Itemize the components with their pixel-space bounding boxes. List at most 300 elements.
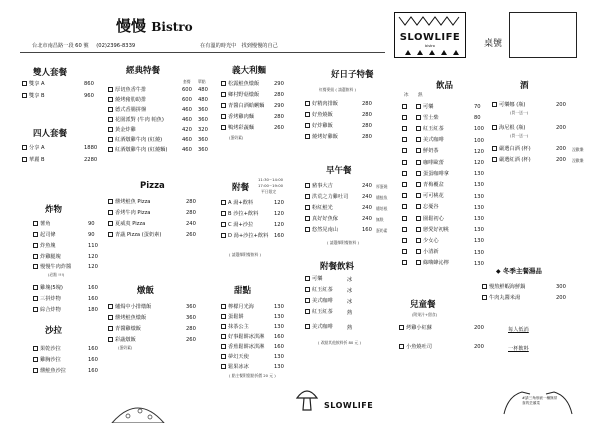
order-checkbox[interactable] — [108, 117, 113, 122]
list-item[interactable] — [482, 293, 520, 301]
item-price: 200 — [474, 344, 484, 350]
list-item[interactable] — [221, 362, 249, 370]
ice-checkbox[interactable] — [402, 260, 407, 265]
order-checkbox[interactable] — [108, 326, 113, 331]
item-name: 戀愛好初桃 — [423, 226, 449, 233]
ice-checkbox[interactable] — [402, 126, 407, 131]
item-name: 豬事大吉 — [312, 182, 333, 189]
list-item[interactable] — [402, 147, 439, 155]
list-item[interactable] — [492, 100, 525, 108]
order-checkbox[interactable] — [108, 87, 113, 92]
list-item[interactable] — [108, 324, 141, 332]
order-checkbox[interactable] — [399, 325, 404, 330]
order-checkbox[interactable] — [305, 205, 310, 210]
fried-note: (必點 !!!) — [48, 272, 65, 277]
order-checkbox[interactable] — [492, 146, 497, 151]
list-item[interactable] — [108, 85, 146, 93]
section-title-winter — [496, 266, 542, 275]
title-en: Bistro — [151, 20, 193, 34]
combo-drinks-note: ( 改點其他飲料折 80 元 ) — [318, 340, 361, 345]
item-note: 沒歡樂 — [572, 158, 584, 163]
list-item[interactable] — [33, 219, 50, 227]
item-price: 290 — [274, 81, 284, 87]
hot-checkbox[interactable] — [416, 148, 421, 153]
item-price: 130 — [474, 227, 484, 234]
order-checkbox[interactable] — [108, 221, 113, 226]
order-checkbox[interactable] — [108, 199, 113, 204]
list-item[interactable] — [402, 236, 439, 244]
item-price: 120 — [274, 211, 284, 217]
order-checkbox[interactable] — [305, 298, 310, 303]
item-name: 小魚燒吐司 — [406, 343, 432, 350]
brunch-note: ( 請選擇附餐飲料 ) — [327, 240, 359, 245]
list-item[interactable] — [402, 158, 444, 166]
good-day-subtitle: 紅餐麥級 ( 請選飲料 ) — [319, 87, 356, 92]
hot-checkbox[interactable] — [416, 137, 421, 142]
section-title-fried: 炸物 — [45, 205, 63, 215]
item-price: 90 — [88, 221, 95, 227]
list-item[interactable] — [221, 342, 264, 350]
item-price: 130 — [474, 238, 484, 245]
section-title-dessert: 甜點 — [234, 286, 252, 296]
list-item[interactable] — [108, 208, 150, 216]
order-checkbox[interactable] — [33, 254, 38, 259]
list-item[interactable] — [33, 230, 56, 238]
order-checkbox[interactable] — [221, 334, 226, 339]
list-item[interactable] — [492, 155, 531, 163]
item-price: 280 — [186, 326, 196, 332]
list-item[interactable] — [221, 302, 254, 310]
hot-checkbox[interactable] — [416, 249, 421, 254]
item-price-set: 460 — [182, 107, 192, 113]
list-item[interactable] — [402, 192, 444, 200]
list-item[interactable] — [402, 169, 449, 177]
order-checkbox[interactable] — [305, 276, 310, 281]
hot-checkbox[interactable] — [416, 182, 421, 187]
item-name: C 湯+沙拉 — [228, 221, 254, 228]
list-item[interactable] — [221, 209, 258, 217]
item-price: 100 — [474, 126, 484, 133]
item-price: 130 — [274, 354, 284, 360]
list-item[interactable] — [221, 352, 249, 360]
list-item[interactable] — [221, 198, 253, 206]
order-checkbox[interactable] — [22, 145, 27, 150]
logo-text: SLOWLIFE — [399, 32, 461, 43]
ice-checkbox[interactable] — [402, 160, 407, 165]
order-checkbox[interactable] — [492, 125, 497, 130]
list-item[interactable] — [221, 220, 253, 228]
list-item[interactable] — [305, 121, 333, 129]
list-item[interactable] — [402, 102, 433, 110]
risotto-note: (蛋奶素) — [118, 345, 133, 350]
list-item[interactable] — [492, 144, 531, 152]
item-price: 130 — [474, 260, 484, 267]
order-checkbox[interactable] — [33, 307, 38, 312]
item-name: 慢熬鮮蝦海鮮鍋 — [489, 283, 526, 290]
list-item[interactable] — [402, 225, 449, 233]
item-name: 薯角 — [40, 220, 51, 227]
order-checkbox[interactable] — [492, 157, 497, 162]
item-name: 好精肉排飯 — [312, 100, 338, 107]
item-price: 90 — [88, 232, 95, 238]
list-item[interactable] — [33, 305, 61, 313]
footer-logo: SLOWLIFE — [324, 401, 374, 410]
item-name: 松露鮭魚燉飯 — [228, 80, 260, 87]
item-name: 園鬆初心 — [423, 215, 444, 222]
ice-checkbox[interactable] — [402, 216, 407, 221]
item-name: 牛肉丸醬米湯 — [489, 294, 521, 301]
list-item[interactable] — [399, 323, 432, 331]
item-name: 美式咖啡 — [423, 137, 444, 144]
header-rule — [20, 52, 385, 53]
item-name: 好炸雞飯 — [312, 122, 333, 129]
list-item[interactable] — [221, 312, 244, 320]
item-name: 燒烤好雞飯 — [312, 133, 338, 140]
section-title-pizza: Pizza — [140, 181, 165, 191]
order-checkbox[interactable] — [33, 221, 38, 226]
hot-checkbox[interactable] — [416, 227, 421, 232]
list-item[interactable] — [221, 79, 259, 87]
list-item[interactable] — [22, 143, 45, 151]
list-item[interactable] — [402, 214, 444, 222]
item-price: 200 — [474, 325, 484, 331]
winter-star-icon: ◆ — [496, 268, 501, 275]
order-checkbox[interactable] — [33, 368, 38, 373]
item-name: 燻烤鮭魚 Pizza — [115, 198, 151, 205]
list-item[interactable] — [108, 302, 151, 310]
item-name: 起司條 — [40, 231, 56, 238]
list-item[interactable] — [305, 214, 338, 222]
order-checkbox[interactable] — [221, 92, 226, 97]
order-checkbox[interactable] — [221, 211, 226, 216]
item-name: 雞塊(5塊) — [40, 284, 63, 291]
item-price: 130 — [474, 204, 484, 211]
order-checkbox[interactable] — [482, 295, 487, 300]
order-checkbox[interactable] — [221, 354, 226, 359]
item-price: 200 — [556, 146, 566, 152]
list-item[interactable] — [108, 135, 162, 143]
item-name: 燻烤鮭魚燉飯 — [115, 314, 147, 321]
order-checkbox[interactable] — [492, 102, 497, 107]
order-checkbox[interactable] — [305, 134, 310, 139]
list-item[interactable] — [33, 241, 56, 249]
winter-extra-1: 每人低消 — [508, 327, 529, 333]
section-title-quad-set: 四人套餐 — [33, 129, 68, 139]
dessert-note: ( 點主餐附甜點折價 20 元 ) — [229, 373, 276, 378]
order-checkbox[interactable] — [108, 107, 113, 112]
item-price: 120 — [474, 160, 484, 166]
item-note: 燻培根 — [376, 206, 388, 211]
list-item[interactable] — [22, 155, 45, 163]
order-checkbox[interactable] — [221, 125, 226, 130]
order-checkbox[interactable] — [305, 194, 310, 199]
order-checkbox[interactable] — [108, 210, 113, 215]
section-title-brunch: 早午餐 — [326, 166, 352, 176]
list-item[interactable] — [108, 335, 136, 343]
item-price: 130 — [274, 304, 284, 310]
list-item[interactable] — [402, 248, 439, 256]
hot-checkbox[interactable] — [416, 126, 421, 131]
list-item[interactable] — [33, 355, 61, 363]
order-checkbox[interactable] — [33, 285, 38, 290]
combo-time1: 11:30~14:00 — [258, 177, 284, 182]
ice-checkbox[interactable] — [402, 137, 407, 142]
item-price: 240 — [362, 194, 372, 200]
list-item[interactable] — [108, 105, 146, 113]
list-item[interactable] — [33, 294, 61, 302]
order-checkbox[interactable] — [305, 123, 310, 128]
order-checkbox[interactable] — [33, 357, 38, 362]
order-checkbox[interactable] — [33, 232, 38, 237]
order-checkbox[interactable] — [305, 227, 310, 232]
order-checkbox[interactable] — [22, 157, 27, 162]
section-title-kids: 兒童餐 — [410, 300, 436, 310]
item-price: 240 — [362, 216, 372, 222]
order-checkbox[interactable] — [221, 314, 226, 319]
list-item[interactable] — [22, 91, 45, 99]
item-name: 可樂娜 (瓶) — [499, 101, 526, 108]
hot-checkbox[interactable] — [416, 193, 421, 198]
ice-checkbox[interactable] — [402, 227, 407, 232]
order-checkbox[interactable] — [108, 147, 113, 152]
item-name: 夢幻天使 — [228, 353, 249, 360]
list-item[interactable] — [305, 192, 348, 200]
item-price-set: 460 — [182, 137, 192, 143]
item-name: 青梅覆盆 — [423, 181, 444, 188]
list-item[interactable] — [305, 181, 333, 189]
item-name: 分享 A — [29, 144, 45, 151]
combo-time2: 17:00~19:00 — [258, 183, 284, 188]
item-name: 悠然晃南山 — [312, 226, 338, 233]
item-name: 三拼炸物 — [40, 295, 61, 302]
order-checkbox[interactable] — [482, 284, 487, 289]
item-price: 240 — [362, 183, 372, 189]
address — [32, 44, 135, 49]
list-item[interactable] — [399, 342, 432, 350]
list-item[interactable] — [305, 274, 322, 282]
hot-checkbox[interactable] — [416, 260, 421, 265]
order-checkbox[interactable] — [221, 81, 226, 86]
order-checkbox[interactable] — [221, 304, 226, 309]
item-note: (買一送一) — [510, 110, 529, 115]
order-checkbox[interactable] — [108, 232, 113, 237]
list-item[interactable] — [33, 283, 63, 291]
list-item[interactable] — [402, 259, 449, 267]
item-name: 蛋鬆餅 — [228, 313, 244, 320]
item-name: 烤雞小紅蘇 — [406, 324, 432, 331]
list-item[interactable] — [108, 145, 167, 153]
list-item[interactable] — [221, 322, 249, 330]
ice-checkbox[interactable] — [402, 249, 407, 254]
item-price: 130 — [474, 182, 484, 189]
list-item[interactable] — [33, 344, 61, 352]
list-item[interactable] — [108, 197, 150, 205]
list-item[interactable] — [22, 79, 45, 87]
list-item[interactable] — [305, 322, 333, 330]
list-item[interactable] — [492, 123, 525, 131]
order-checkbox[interactable] — [221, 344, 226, 349]
item-price: 120 — [274, 200, 284, 206]
list-item[interactable] — [108, 219, 145, 227]
hot-checkbox[interactable] — [416, 238, 421, 243]
item-name: 燻鮭魚沙拉 — [40, 367, 66, 374]
list-item[interactable] — [402, 124, 444, 132]
item-name: 好魚燒飯 — [312, 111, 333, 118]
list-item[interactable] — [221, 123, 254, 131]
table-number-box[interactable] — [509, 12, 577, 58]
item-price: 360 — [186, 304, 196, 310]
order-checkbox[interactable] — [33, 296, 38, 301]
item-price-single: 320 — [198, 127, 208, 133]
list-item[interactable] — [305, 132, 338, 140]
ice-checkbox[interactable] — [402, 115, 407, 120]
ice-checkbox[interactable] — [402, 182, 407, 187]
order-checkbox[interactable] — [221, 364, 226, 369]
ice-checkbox[interactable] — [402, 104, 407, 109]
pizza-illustration-icon — [110, 399, 166, 423]
list-item[interactable] — [402, 113, 439, 121]
section-title-alcohol: 酒 — [520, 81, 529, 91]
order-checkbox[interactable] — [33, 264, 38, 269]
list-item[interactable] — [482, 282, 525, 290]
list-item[interactable] — [305, 225, 338, 233]
logo-triangles-icon — [395, 48, 465, 56]
list-item[interactable] — [305, 285, 333, 293]
item-name: B 沙拉+飲料 — [228, 210, 259, 217]
list-item[interactable] — [305, 99, 338, 107]
list-item[interactable] — [221, 332, 264, 340]
hot-checkbox[interactable] — [416, 115, 421, 120]
list-item[interactable] — [108, 115, 164, 123]
list-item[interactable] — [221, 231, 268, 239]
ice-checkbox[interactable] — [402, 204, 407, 209]
hot-checkbox[interactable] — [416, 104, 421, 109]
order-checkbox[interactable] — [22, 93, 27, 98]
section-title-good-day: 好日子特餐 — [331, 70, 374, 80]
list-item[interactable] — [221, 90, 259, 98]
order-checkbox[interactable] — [221, 222, 226, 227]
item-price: 240 — [186, 221, 196, 227]
item-price: 280 — [274, 92, 284, 98]
section-title-drinks: 飲品 — [436, 81, 454, 91]
item-note: (買一送一) — [510, 133, 529, 138]
item-price: 100 — [474, 137, 484, 144]
item-name: 夏威夷 Pizza — [115, 220, 146, 227]
order-checkbox[interactable] — [33, 243, 38, 248]
order-checkbox[interactable] — [221, 233, 226, 238]
item-name: 華麗 B — [29, 156, 45, 163]
order-checkbox[interactable] — [305, 287, 310, 292]
list-item[interactable] — [108, 230, 161, 238]
item-price-single: 360 — [198, 137, 208, 143]
list-item[interactable] — [402, 136, 444, 144]
item-name: 少女心 — [423, 237, 439, 244]
classic-col-set: 套餐 — [183, 79, 191, 84]
order-checkbox[interactable] — [108, 127, 113, 132]
order-checkbox[interactable] — [305, 183, 310, 188]
list-item[interactable] — [305, 203, 333, 211]
item-price: 130 — [274, 364, 284, 370]
item-price-single: 480 — [198, 97, 208, 103]
list-item[interactable] — [108, 125, 136, 133]
item-name: 青醬雞燉飯 — [115, 325, 141, 332]
hot-checkbox[interactable] — [416, 160, 421, 165]
item-tag: 冰 — [347, 288, 353, 294]
item-note: 蛋奶素 — [376, 228, 388, 233]
hot-checkbox[interactable] — [416, 216, 421, 221]
list-item[interactable] — [108, 313, 146, 321]
section-title-salad: 沙拉 — [45, 326, 63, 336]
list-item[interactable] — [33, 252, 61, 260]
ice-checkbox[interactable] — [402, 238, 407, 243]
ice-checkbox[interactable] — [402, 193, 407, 198]
order-checkbox[interactable] — [108, 337, 113, 342]
combo-time-note: 平日限定 — [261, 189, 277, 194]
item-price: 960 — [84, 93, 94, 99]
order-checkbox[interactable] — [108, 315, 113, 320]
item-price: 160 — [88, 285, 98, 291]
item-price: 280 — [362, 123, 372, 129]
order-checkbox[interactable] — [221, 103, 226, 108]
item-name: 果乾沙拉 — [40, 345, 61, 352]
item-name: 爐焗中小排燉飯 — [115, 303, 152, 310]
order-checkbox[interactable] — [108, 137, 113, 142]
kids-subtitle: (附果汁+甜食) — [412, 312, 438, 317]
list-item[interactable] — [221, 112, 254, 120]
item-price: 130 — [474, 249, 484, 256]
order-checkbox[interactable] — [221, 324, 226, 329]
ice-checkbox[interactable] — [402, 171, 407, 176]
order-checkbox[interactable] — [22, 81, 27, 86]
hot-checkbox[interactable] — [416, 204, 421, 209]
list-item[interactable] — [305, 296, 333, 304]
list-item[interactable] — [221, 101, 264, 109]
order-checkbox[interactable] — [305, 112, 310, 117]
list-item[interactable] — [305, 110, 333, 118]
list-item[interactable] — [108, 95, 146, 103]
list-item[interactable] — [402, 203, 439, 211]
item-price: 160 — [274, 334, 284, 340]
order-checkbox[interactable] — [305, 324, 310, 329]
list-item[interactable] — [402, 180, 444, 188]
section-title-combo-drinks: 附餐飲料 — [320, 262, 355, 272]
ice-checkbox[interactable] — [402, 148, 407, 153]
order-checkbox[interactable] — [33, 346, 38, 351]
order-checkbox[interactable] — [221, 114, 226, 119]
order-checkbox[interactable] — [221, 200, 226, 205]
order-checkbox[interactable] — [305, 216, 310, 221]
item-name: 德式香腸拼盤 — [115, 106, 147, 113]
order-checkbox[interactable] — [305, 101, 310, 106]
item-name: 紅酒燉雞牛肉 (紅燒) — [115, 136, 163, 143]
item-price: 130 — [474, 193, 484, 200]
item-name: 炸魚塊 — [40, 242, 56, 249]
item-name: 鮮奶茶 — [423, 148, 439, 155]
item-price: 1880 — [84, 145, 98, 151]
list-item[interactable] — [33, 262, 71, 270]
order-checkbox[interactable] — [108, 97, 113, 102]
order-checkbox[interactable] — [108, 304, 113, 309]
order-checkbox[interactable] — [305, 309, 310, 314]
order-checkbox[interactable] — [399, 344, 404, 349]
item-price: 280 — [362, 101, 372, 107]
logo-zigzag-icon — [395, 15, 465, 27]
item-name: 嚴選白酒 (杯) — [499, 145, 531, 152]
item-price: 280 — [186, 199, 196, 205]
list-item[interactable] — [33, 366, 66, 374]
hot-checkbox[interactable] — [416, 171, 421, 176]
list-item[interactable] — [305, 307, 333, 315]
